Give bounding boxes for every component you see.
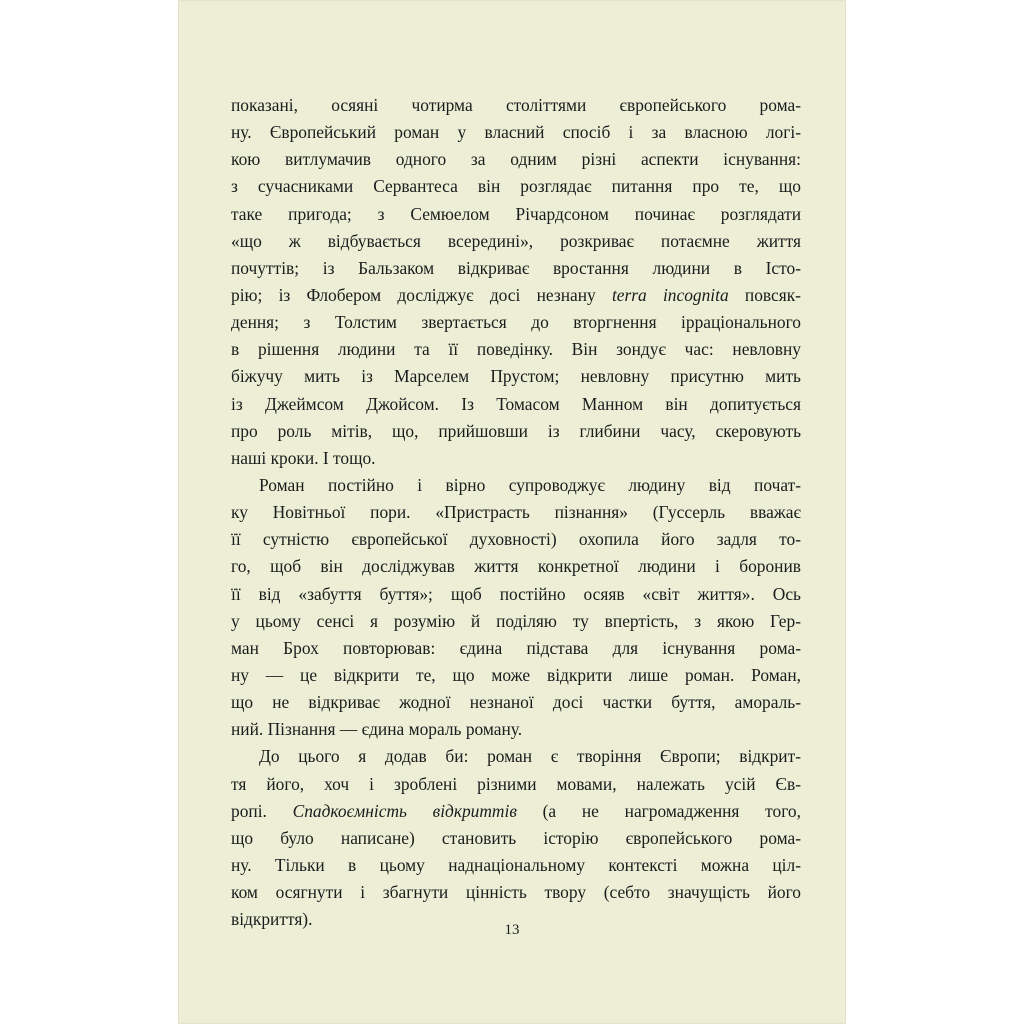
text-segment: (а не нагромадження того, <box>542 800 801 821</box>
text-line: з сучасниками Сервантеса він розглядає питання про те, що <box>231 176 801 197</box>
text-line: що не відкриває жодної незнаної досі частки буття, амораль- <box>231 692 801 713</box>
text-line: ман Брох повторював: єдина підстава для існування рома- <box>231 637 801 658</box>
text-line: показані, осяяні чотирма століттями європейського рома- <box>231 95 801 115</box>
text-line: ну — це відкрити те, що може відкрити лише роман. Роман, <box>231 664 801 685</box>
text-line: у цьому сенсі я розумію й поділяю ту впертість, з якою Гер- <box>231 610 801 631</box>
text-line: про роль мітів, що, прийшовши із глибини часу, скеровують <box>231 420 801 441</box>
text-line: тя його, хоч і зроблені різними мовами, належать усій Єв- <box>231 773 801 794</box>
text-line: ну. Європейський роман у власний спосіб і за власною логі- <box>231 122 801 143</box>
body-text <box>231 92 801 933</box>
text-line: в рішення людини та її поведінку. Він зондує час: невловну <box>231 339 801 360</box>
text-line: ком осягнути і збагнути цінність твору (себто значущість його <box>231 882 801 903</box>
text-line: Роман постійно і вірно супроводжує людину від почат- <box>259 474 801 495</box>
italic-text: Спадкоємність відкриттів <box>292 800 517 821</box>
text-line: почуттів; із Бальзаком відкриває вростання людини в Істо- <box>231 257 801 278</box>
text-line: біжучу мить із Марселем Прустом; невловну присутню мить <box>231 366 801 387</box>
text-segment: рію; із Флобером досліджує досі незнану <box>231 284 596 305</box>
text-line: дення; з Толстим звертається до вторгнення ірраціонального <box>231 312 801 333</box>
text-line: ний. Пізнання — єдина мораль роману. <box>231 719 523 740</box>
text-line: наші кроки. І тощо. <box>231 447 376 468</box>
text-line <box>231 798 801 825</box>
text-line: ну. Тільки в цьому наднаціональному контексті можна ціл- <box>231 854 801 875</box>
text-line: із Джеймсом Джойсом. Із Томасом Манном він допитується <box>231 393 801 414</box>
text-line: кою витлумачив одного за одним різні аспекти існування: <box>231 149 801 170</box>
page-number: 13 <box>504 922 520 938</box>
text-line: «що ж відбувається всередині», розкриває потаємне життя <box>231 230 801 251</box>
italic-text: terra incognita <box>611 284 729 305</box>
text-line <box>231 282 801 309</box>
text-line: ку Новітньої пори. «Пристрасть пізнання» (Гуссерль вважає <box>231 502 801 523</box>
text-line: До цього я додав би: роман є творіння Європи; відкрит- <box>259 746 801 767</box>
text-line: го, щоб він досліджував життя конкретної людини і боронив <box>231 556 801 577</box>
text-segment: ропі. <box>231 800 267 821</box>
text-segment: повсяк- <box>744 284 801 305</box>
text-line: таке пригода; з Семюелом Річардсоном починає розглядати <box>231 203 801 224</box>
book-page <box>178 0 846 1024</box>
text-line: її сутністю європейської духовності) охопила його задля то- <box>231 529 801 550</box>
text-line: що було написане) становить історію європейського рома- <box>231 827 801 848</box>
text-line: відкриття). <box>231 909 313 930</box>
text-line: її від «забуття буття»; щоб постійно осяяв «світ життя». Ось <box>231 583 801 604</box>
